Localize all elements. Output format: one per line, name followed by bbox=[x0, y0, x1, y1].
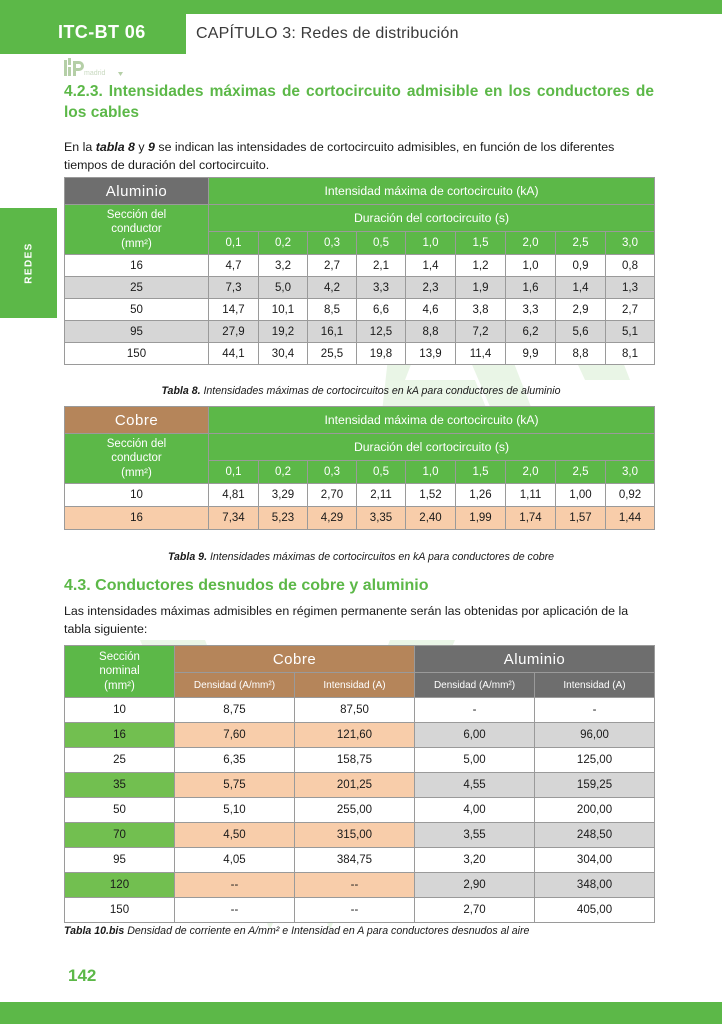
t10-section-header-l3: (mm²) bbox=[104, 679, 135, 692]
t8-r4-c4: 13,9 bbox=[406, 343, 456, 365]
t10-cobre-densidad-header: Densidad (A/mm²) bbox=[175, 673, 295, 698]
t9-duration-1: 0,2 bbox=[259, 461, 308, 484]
t8-r1-c2: 4,2 bbox=[308, 277, 357, 299]
table-row bbox=[65, 748, 655, 773]
t10-r6-al-d: 3,20 bbox=[415, 848, 535, 873]
t10-r8-al-i: 405,00 bbox=[535, 898, 655, 923]
t10-r6-cu-i: 384,75 bbox=[295, 848, 415, 873]
t8-r1-c3: 3,3 bbox=[357, 277, 406, 299]
t8-r4-c3: 19,8 bbox=[357, 343, 406, 365]
t8-r4-c0: 44,1 bbox=[209, 343, 259, 365]
t10-r1-cu-d: 7,60 bbox=[175, 723, 295, 748]
t8-r0-c7: 0,9 bbox=[556, 255, 606, 277]
t8-duration-1: 0,2 bbox=[259, 232, 308, 255]
t8-r3-c4: 8,8 bbox=[406, 321, 456, 343]
t10-r1-al-d: 6,00 bbox=[415, 723, 535, 748]
t8-r4-c2: 25,5 bbox=[308, 343, 357, 365]
table-row bbox=[65, 343, 655, 365]
t8-r2-c4: 4,6 bbox=[406, 299, 456, 321]
t8-r2-section: 50 bbox=[65, 299, 209, 321]
para-423-em1: tabla 8 bbox=[95, 140, 135, 154]
table-cobre-cortocircuito bbox=[64, 406, 655, 530]
t8-r4-c5: 11,4 bbox=[456, 343, 506, 365]
t10-group-cobre: Cobre bbox=[175, 646, 415, 673]
t10-r3-cu-d: 5,75 bbox=[175, 773, 295, 798]
publisher-logo-icon bbox=[62, 58, 124, 82]
t9-duration-8: 3,0 bbox=[606, 461, 655, 484]
table-row bbox=[65, 507, 655, 530]
t10-r0-cu-d: 8,75 bbox=[175, 698, 295, 723]
t9-duration-2: 0,3 bbox=[308, 461, 357, 484]
top-green-band bbox=[0, 0, 722, 14]
t10-r2-section: 25 bbox=[65, 748, 175, 773]
table-row bbox=[65, 277, 655, 299]
t10-r2-al-d: 5,00 bbox=[415, 748, 535, 773]
t9-r0-c8: 0,92 bbox=[606, 484, 655, 507]
caption-table8 bbox=[0, 385, 722, 397]
table-row bbox=[65, 698, 655, 723]
paragraph-43: Las intensidades máximas admisibles en régimen permanente serán las obtenidas por aplicación de la tabla siguiente: bbox=[64, 604, 629, 636]
t10-r3-cu-i: 201,25 bbox=[295, 773, 415, 798]
t9-r1-section: 16 bbox=[65, 507, 209, 530]
t9-r1-c6: 1,74 bbox=[506, 507, 556, 530]
t8-r2-c8: 2,7 bbox=[606, 299, 655, 321]
para-423-em2: 9 bbox=[148, 140, 155, 154]
t10-r7-al-d: 2,90 bbox=[415, 873, 535, 898]
t9-r1-c4: 2,40 bbox=[406, 507, 456, 530]
t10-r7-section: 120 bbox=[65, 873, 175, 898]
t10-r1-al-i: 96,00 bbox=[535, 723, 655, 748]
t8-r0-c4: 1,4 bbox=[406, 255, 456, 277]
caption-table10bis-text: Densidad de corriente en A/mm² e Intensidad en A para conductores desnudos al aire bbox=[124, 925, 530, 937]
t8-duration-0: 0,1 bbox=[209, 232, 259, 255]
t9-duration-6: 2,0 bbox=[506, 461, 556, 484]
section-title-423: 4.2.3. Intensidades máximas de cortocircuito admisible en los conductores de los cables bbox=[64, 83, 654, 121]
t10-cobre-intensidad-header: Intensidad (A) bbox=[295, 673, 415, 698]
t9-duration-5: 1,5 bbox=[456, 461, 506, 484]
t8-r0-c1: 3,2 bbox=[259, 255, 308, 277]
t8-r1-c6: 1,6 bbox=[506, 277, 556, 299]
t8-duration-5: 1,5 bbox=[456, 232, 506, 255]
t8-r4-c8: 8,1 bbox=[606, 343, 655, 365]
t8-duration-3: 0,5 bbox=[357, 232, 406, 255]
t8-r1-c8: 1,3 bbox=[606, 277, 655, 299]
side-tab-redes[interactable] bbox=[0, 208, 57, 318]
t9-section-header bbox=[65, 434, 209, 484]
para-423-post: se indican las intensidades de cortocircuito admisibles, en función de los diferentes tiempos de duración del cortocircuito. bbox=[64, 140, 615, 172]
t8-section-header-l2: conductor bbox=[111, 223, 162, 236]
para-423-mid: y bbox=[134, 140, 149, 154]
t10-r5-cu-i: 315,00 bbox=[295, 823, 415, 848]
caption-table9 bbox=[0, 551, 722, 563]
t8-r0-c5: 1,2 bbox=[456, 255, 506, 277]
table-aluminio-cortocircuito bbox=[64, 177, 655, 365]
page-number: 142 bbox=[68, 966, 97, 985]
t8-section-header bbox=[65, 205, 209, 255]
t9-r1-c5: 1,99 bbox=[456, 507, 506, 530]
t10-r2-al-i: 125,00 bbox=[535, 748, 655, 773]
t9-duration-4: 1,0 bbox=[406, 461, 456, 484]
t8-r2-c3: 6,6 bbox=[357, 299, 406, 321]
t10-section-header-l1: Sección bbox=[99, 650, 140, 663]
t10-r4-cu-i: 255,00 bbox=[295, 798, 415, 823]
t9-duration-3: 0,5 bbox=[357, 461, 406, 484]
t8-r4-c1: 30,4 bbox=[259, 343, 308, 365]
t8-r1-c7: 1,4 bbox=[556, 277, 606, 299]
t10-r7-al-i: 348,00 bbox=[535, 873, 655, 898]
bottom-green-band bbox=[0, 1002, 722, 1024]
t9-duration-7: 2,5 bbox=[556, 461, 606, 484]
t9-r0-section: 10 bbox=[65, 484, 209, 507]
t10-aluminio-intensidad-header: Intensidad (A) bbox=[535, 673, 655, 698]
table-row bbox=[65, 178, 655, 205]
header-chapter-text: CAPÍTULO 3: Redes de distribución bbox=[196, 25, 459, 42]
table-row bbox=[65, 773, 655, 798]
t10-r1-section: 16 bbox=[65, 723, 175, 748]
t8-duration-4: 1,0 bbox=[406, 232, 456, 255]
t9-r1-c2: 4,29 bbox=[308, 507, 357, 530]
t10-r6-cu-d: 4,05 bbox=[175, 848, 295, 873]
t8-r1-c4: 2,3 bbox=[406, 277, 456, 299]
t8-r4-section: 150 bbox=[65, 343, 209, 365]
t8-r3-c2: 16,1 bbox=[308, 321, 357, 343]
t9-r1-c3: 3,35 bbox=[357, 507, 406, 530]
t8-r0-c0: 4,7 bbox=[209, 255, 259, 277]
t8-duration-8: 3,0 bbox=[606, 232, 655, 255]
t8-material-header: Aluminio bbox=[65, 178, 209, 205]
t10-r5-al-d: 3,55 bbox=[415, 823, 535, 848]
t8-r3-c1: 19,2 bbox=[259, 321, 308, 343]
t10-r1-cu-i: 121,60 bbox=[295, 723, 415, 748]
t10-r6-al-i: 304,00 bbox=[535, 848, 655, 873]
t9-r0-c1: 3,29 bbox=[259, 484, 308, 507]
t10-r4-section: 50 bbox=[65, 798, 175, 823]
t8-r0-c2: 2,7 bbox=[308, 255, 357, 277]
caption-table9-label: Tabla 9. bbox=[167, 551, 208, 563]
t10-r2-cu-i: 158,75 bbox=[295, 748, 415, 773]
t8-section-header-l1: Sección del bbox=[106, 208, 167, 221]
t8-r3-c6: 6,2 bbox=[506, 321, 556, 343]
t8-r3-c7: 5,6 bbox=[556, 321, 606, 343]
t8-duration-6: 2,0 bbox=[506, 232, 556, 255]
table-row bbox=[65, 646, 655, 673]
t9-r0-c0: 4,81 bbox=[209, 484, 259, 507]
t8-r0-c6: 1,0 bbox=[506, 255, 556, 277]
t8-r3-c3: 12,5 bbox=[357, 321, 406, 343]
t10-r0-al-d: - bbox=[415, 698, 535, 723]
t8-r1-c1: 5,0 bbox=[259, 277, 308, 299]
table-row bbox=[65, 407, 655, 434]
t10-r5-cu-d: 4,50 bbox=[175, 823, 295, 848]
t10-r5-al-i: 248,50 bbox=[535, 823, 655, 848]
header-code-text: ITC-BT 06 bbox=[58, 22, 146, 42]
t8-duration-7: 2,5 bbox=[556, 232, 606, 255]
t9-r0-c2: 2,70 bbox=[308, 484, 357, 507]
caption-table10bis-label: Tabla 10.bis bbox=[64, 925, 125, 937]
t9-r1-c0: 7,34 bbox=[209, 507, 259, 530]
t8-r2-c1: 10,1 bbox=[259, 299, 308, 321]
table-row bbox=[65, 723, 655, 748]
t8-duration-2: 0,3 bbox=[308, 232, 357, 255]
t10-r8-cu-i: -- bbox=[295, 898, 415, 923]
table-row bbox=[65, 321, 655, 343]
t10-r4-al-i: 200,00 bbox=[535, 798, 655, 823]
t10-r2-cu-d: 6,35 bbox=[175, 748, 295, 773]
t10-r8-section: 150 bbox=[65, 898, 175, 923]
t8-r2-c7: 2,9 bbox=[556, 299, 606, 321]
caption-table9-text: Intensidades máximas de cortocircuitos en kA para conductores de cobre bbox=[207, 551, 555, 563]
t10-group-aluminio: Aluminio bbox=[415, 646, 655, 673]
t9-r1-c1: 5,23 bbox=[259, 507, 308, 530]
table-row bbox=[65, 205, 655, 232]
t8-sub-header: Duración del cortocircuito (s) bbox=[209, 205, 655, 232]
table-row bbox=[65, 798, 655, 823]
t8-top-header: Intensidad máxima de cortocircuito (kA) bbox=[209, 178, 655, 205]
t10-r8-cu-d: -- bbox=[175, 898, 295, 923]
t10-r8-al-d: 2,70 bbox=[415, 898, 535, 923]
table-row bbox=[65, 255, 655, 277]
t9-r0-c3: 2,11 bbox=[357, 484, 406, 507]
t9-r0-c4: 1,52 bbox=[406, 484, 456, 507]
section-title-43: 4.3. Conductores desnudos de cobre y aluminio bbox=[64, 577, 429, 594]
t10-r3-al-i: 159,25 bbox=[535, 773, 655, 798]
side-tab-label: REDES bbox=[23, 242, 34, 284]
t10-r0-section: 10 bbox=[65, 698, 175, 723]
t8-section-header-l3: (mm²) bbox=[121, 237, 152, 250]
table-row bbox=[65, 823, 655, 848]
t8-r2-c5: 3,8 bbox=[456, 299, 506, 321]
t10-section-header bbox=[65, 646, 175, 698]
table-row bbox=[65, 848, 655, 873]
t10-r4-al-d: 4,00 bbox=[415, 798, 535, 823]
table-row bbox=[65, 434, 655, 461]
t9-r0-c5: 1,26 bbox=[456, 484, 506, 507]
t8-r3-c8: 5,1 bbox=[606, 321, 655, 343]
table-row bbox=[65, 484, 655, 507]
t8-r4-c7: 8,8 bbox=[556, 343, 606, 365]
t9-section-header-l3: (mm²) bbox=[121, 466, 152, 479]
t8-r0-c3: 2,1 bbox=[357, 255, 406, 277]
t10-r7-cu-i: -- bbox=[295, 873, 415, 898]
t10-aluminio-densidad-header: Densidad (A/mm²) bbox=[415, 673, 535, 698]
t9-duration-0: 0,1 bbox=[209, 461, 259, 484]
t8-r3-section: 95 bbox=[65, 321, 209, 343]
t10-r3-section: 35 bbox=[65, 773, 175, 798]
t8-r4-c6: 9,9 bbox=[506, 343, 556, 365]
t10-r5-section: 70 bbox=[65, 823, 175, 848]
caption-table10bis bbox=[0, 925, 722, 937]
table-row bbox=[65, 299, 655, 321]
t8-r3-c5: 7,2 bbox=[456, 321, 506, 343]
table-row bbox=[65, 898, 655, 923]
t9-r0-c6: 1,11 bbox=[506, 484, 556, 507]
t10-r0-cu-i: 87,50 bbox=[295, 698, 415, 723]
paragraph-423 bbox=[64, 139, 656, 174]
table-conductores-desnudos bbox=[64, 645, 655, 923]
para-423-pre: En la bbox=[64, 140, 96, 154]
t8-r0-section: 16 bbox=[65, 255, 209, 277]
t9-r1-c8: 1,44 bbox=[606, 507, 655, 530]
t10-r7-cu-d: -- bbox=[175, 873, 295, 898]
t8-r2-c2: 8,5 bbox=[308, 299, 357, 321]
t8-r0-c8: 0,8 bbox=[606, 255, 655, 277]
t10-section-header-l2: nominal bbox=[99, 665, 140, 678]
t8-r2-c0: 14,7 bbox=[209, 299, 259, 321]
t9-material-header: Cobre bbox=[65, 407, 209, 434]
t8-r1-c5: 1,9 bbox=[456, 277, 506, 299]
t9-r1-c7: 1,57 bbox=[556, 507, 606, 530]
table-row bbox=[65, 873, 655, 898]
t8-r1-c0: 7,3 bbox=[209, 277, 259, 299]
t10-r4-cu-d: 5,10 bbox=[175, 798, 295, 823]
svg-text:madrid: madrid bbox=[84, 70, 106, 77]
t9-sub-header: Duración del cortocircuito (s) bbox=[209, 434, 655, 461]
t10-r3-al-d: 4,55 bbox=[415, 773, 535, 798]
t9-r0-c7: 1,00 bbox=[556, 484, 606, 507]
t8-r2-c6: 3,3 bbox=[506, 299, 556, 321]
t8-r3-c0: 27,9 bbox=[209, 321, 259, 343]
t10-r6-section: 95 bbox=[65, 848, 175, 873]
t8-r1-section: 25 bbox=[65, 277, 209, 299]
t9-top-header: Intensidad máxima de cortocircuito (kA) bbox=[209, 407, 655, 434]
t10-r0-al-i: - bbox=[535, 698, 655, 723]
t9-section-header-l1: Sección del bbox=[106, 437, 167, 450]
caption-table8-label: Tabla 8. bbox=[161, 385, 201, 397]
caption-table8-text: Intensidades máximas de cortocircuitos en kA para conductores de aluminio bbox=[200, 385, 561, 397]
t9-section-header-l2: conductor bbox=[111, 452, 162, 465]
